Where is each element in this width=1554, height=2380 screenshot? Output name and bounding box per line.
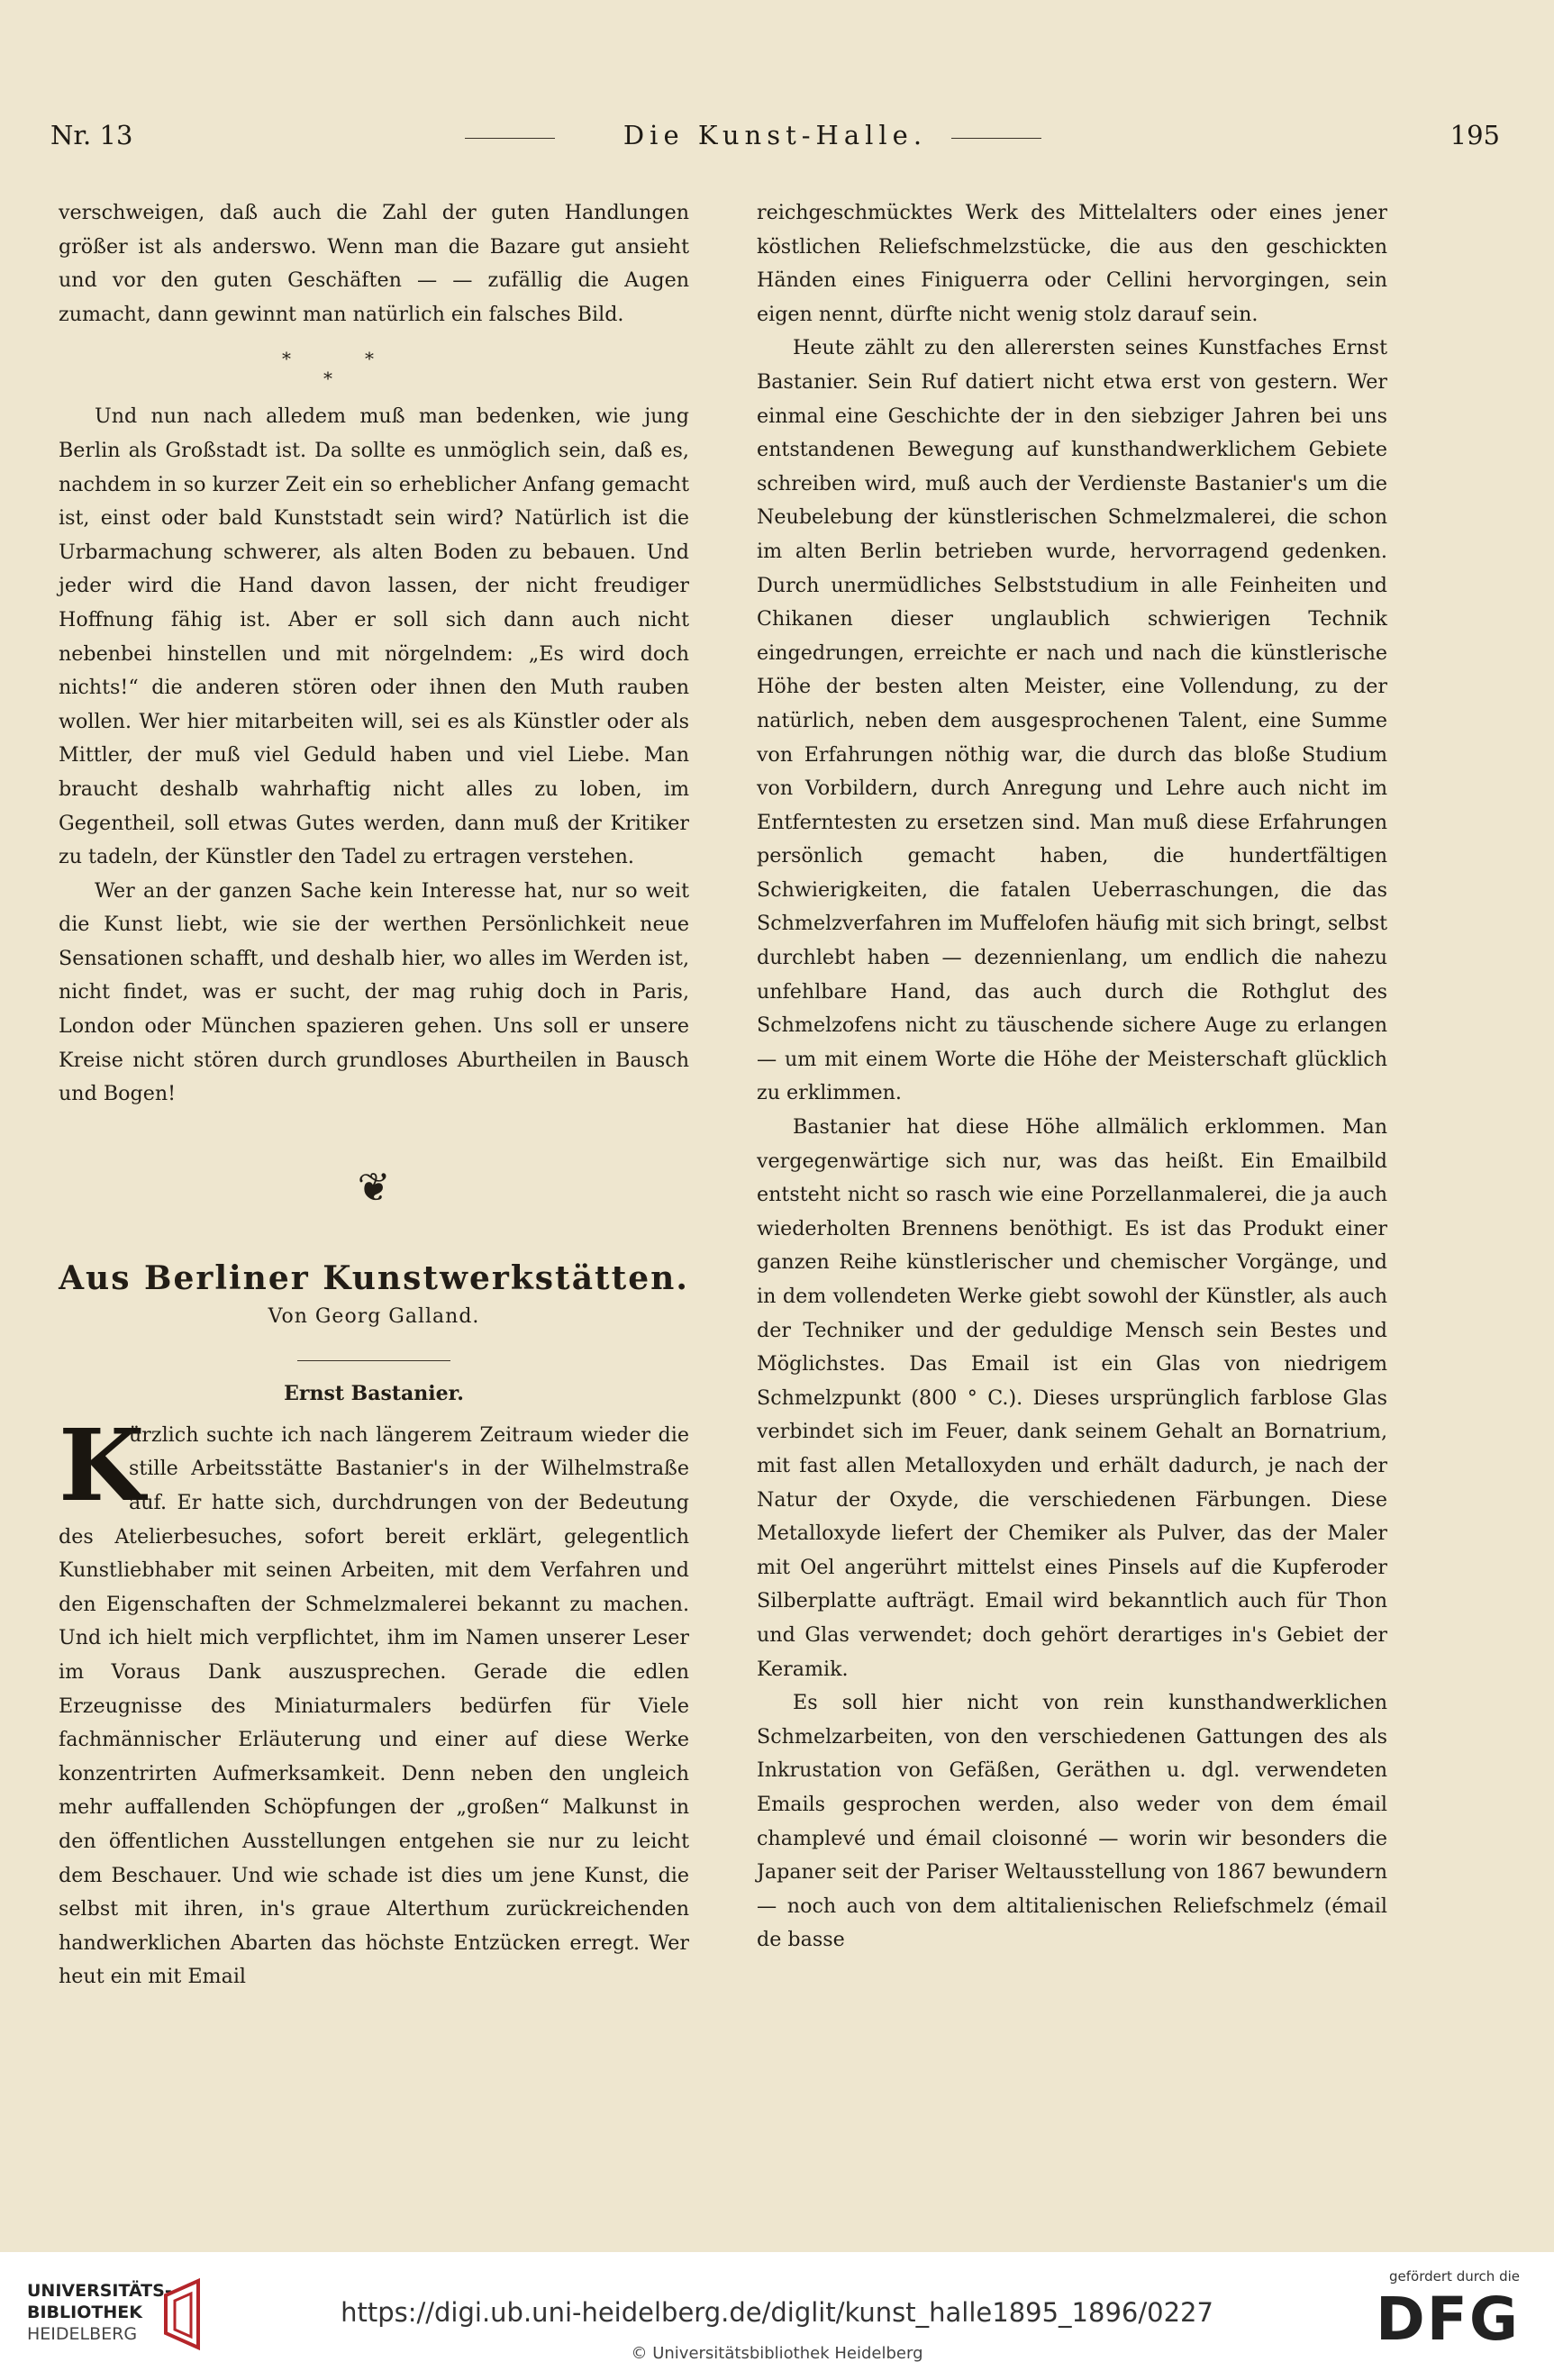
paragraph-intro: verschweigen, daß auch die Zahl der guten Handlungen größer ist als anderswo. Wenn man die Bazare gut ansieht und vor den guten Geschäften — — zufällig die Augen zumacht, dann gewinnt man natürlich ein falsches Bild. xyxy=(59,201,689,326)
library-name-line1: UNIVERSITÄTS- xyxy=(27,2281,172,2301)
permalink-url[interactable]: https://digi.ub.uni-heidelberg.de/diglit/kunst_halle1895_1896/0227 xyxy=(341,2297,1213,2328)
ornament-icon: ❦ xyxy=(357,1164,391,1211)
section-subhead: Ernst Bastanier. xyxy=(284,1381,464,1405)
star: * xyxy=(365,348,374,370)
drop-capital: K xyxy=(59,1406,145,1523)
article-title: Aus Berliner Kunstwerkstätten. xyxy=(59,1258,689,1297)
title-rule xyxy=(297,1360,450,1361)
paragraph: Und nun nach alledem muß man bedenken, wie jung Berlin als Großstadt ist. Da sollte es unmöglich sein, daß es, nachdem in so kurzer Zeit ein so erheblicher Anfang gemacht ist, einst oder bald Kunststadt sein wird? Natürlich ist die Urbarmachung schwerer, als alten Boden zu bebauen. Und jeder wird die Hand davon lassen, der nicht freudiger Hoffnung fähig ist. Aber er soll sich dann auch nicht nebenbei hinstellen und mit nörgelndem: „Es wird doch nichts!“ die anderen stören oder ihnen den Muth rauben wollen. Wer hier mitarbeiten will, sei es als Künstler oder als Mittler, der muß viel Geduld haben und viel Liebe. Man braucht deshalb wahrhaftig nicht alles zu loben, im Gegentheil, soll etwas Gutes werden, dann muß der Kritiker zu tadeln, der Künstler den Tadel zu ertragen verstehen. xyxy=(59,404,689,869)
paragraph: Wer an der ganzen Sache kein Interesse hat, nur so weit die Kunst liebt, wie sie der werthen Persönlichkeit neue Sensationen schafft, und deshalb hier, wo alles im Werden ist, nicht findet, was er sucht, der mag ruhig doch in Paris, London oder München spazieren gehen. Uns soll er unsere Kreise nicht stören durch grundloses Aburtheilen in Bausch und Bogen! xyxy=(59,878,689,1106)
paragraph: Bastanier hat diese Höhe allmälich erklommen. Man vergegenwärtige sich nur, was das heißt. Ein Emailbild entsteht nicht so rasch wie eine Porzellanmalerei, die ja auch wiederholten Brennens benöthigt. Es ist das Produkt einer ganzen Reihe künstlerischer und chemischer Vorgänge, und in dem vollendeten Werke giebt sowohl der Künstler, als auch der Techniker und der geduldige Mensch sein Bestes und Möglichstes. Das Email ist ein Glas von niedrigem Schmelzpunkt (800 ° C.). Dieses ursprünglich farblose Glas verbindet sich im Feuer, dank seinem Gehalt an Bornatrium, mit fast allen Metalloxyden und erhält dadurch, je nach der Natur der Oxyde, die verschiedenen Färbungen. Diese Metalloxyde liefert der Chemiker als Pulver, das der Maler mit Oel angerührt mittelst eines Pinsels auf die Kupferoder Silberplatte aufträgt. Email wird bekanntlich auch für Thon und Glas verwendet; doch gehört derartiges in's Gebiet der Keramik. xyxy=(757,1115,1387,1681)
star: * xyxy=(323,368,332,390)
running-header xyxy=(50,113,1500,158)
viewer-footer xyxy=(0,2252,1554,2380)
paragraph: reichgeschmücktes Werk des Mittelalters oder eines jener köstlichen Reliefschmelzstücke, die aus den geschickten Händen eines Finiguerra oder Cellini hervorgingen, sein eigen nennt, dürfte nicht wenig stolz darauf sein. xyxy=(757,201,1387,326)
header-rule-right xyxy=(951,138,1041,139)
section-separator xyxy=(59,332,689,400)
library-name-line2: BIBLIOTHEK xyxy=(27,2303,142,2322)
funded-by-label: gefördert durch die xyxy=(1389,2268,1520,2285)
copyright-notice: © Universitätsbibliothek Heidelberg xyxy=(631,2344,923,2363)
dfg-logo[interactable] xyxy=(1375,2268,1520,2354)
library-name-line3: HEIDELBERG xyxy=(27,2324,138,2344)
page-number: 195 xyxy=(1449,120,1500,150)
issue-number: Nr. 13 xyxy=(50,120,133,150)
paragraph-dropcap xyxy=(59,1406,689,1994)
article-byline: Von Georg Galland. xyxy=(268,1304,480,1328)
star: * xyxy=(282,348,291,370)
left-column xyxy=(59,196,689,1994)
right-column xyxy=(757,196,1387,1958)
paragraph: Es soll hier nicht von rein kunsthandwerklichen Schmelzarbeiten, von den verschiedenen Gattungen des als Inkrustation von Gefäßen, Geräthen u. dgl. verwendeten Emails gesprochen werden, also weder von dem émail champlevé und émail cloisonné — worin wir besonders die Japaner seit der Pariser Weltausstellung von 1867 bewundern — noch auch von dem altitalienischen Reliefschmelz (émail de basse xyxy=(757,1691,1387,1952)
dfg-wordmark: DFG xyxy=(1375,2285,1520,2354)
paragraph-text: ürzlich suchte ich nach längerem Zeitraum wieder die stille Arbeitsstätte Bastanier's in der Wilhelmstraße auf. Er hatte sich, durchdrungen von der Bedeutung des Atelierbesuches, sofort bereit erklärt, gelegentlich Kunstliebhaber mit seinen Arbeiten, mit dem Verfahren und den Eigenschaften der Schmelzmalerei bekannt zu machen. Und ich hielt mich verpflichtet, ihm im Namen unserer Leser im Voraus Dank auszusprechen. Gerade die edlen Erzeugnisse des Miniaturmalers bedürfen für Viele fachmännischer Erläuterung und einer auf diese Werke konzentrirten Aufmerksamkeit. Denn neben den ungleich mehr auffallenden Schöpfungen der „großen“ Malkunst in den öffentlichen Ausstellungen entgehen sie nur zu leicht dem Beschauer. Und wie schade ist dies um jene Kunst, die selbst mit ihren, in's graue Alterthum zurückreichenden handwerklichen Abarten das höchste Entzücken erregt. Wer heut ein mit Email xyxy=(59,1422,689,1989)
journal-title: Die Kunst-Halle. xyxy=(623,120,928,150)
paragraph: Heute zählt zu den allerersten seines Kunstfaches Ernst Bastanier. Sein Ruf datiert nicht etwa erst von gestern. Wer einmal eine Geschichte der in den siebziger Jahren bei uns entstandenen Bewegung auf kunsthandwerklichem Gebiete schreiben wird, muß auch der Verdienste Bastanier's um die Neubelebung der künstlerischen Schmelzmalerei, die schon im alten Berlin betrieben wurde, hervorragend gedenken. Durch unermüdliches Selbststudium in alle Feinheiten und Chikanen dieser unglaublich schwierigen Technik eingedrungen, erreichte er nach und nach die künstlerische Höhe der besten alten Meister, eine Vollendung, zu der natürlich, neben dem ausgesprochenen Talent, eine Summe von Erfahrungen nöthig war, die durch das bloße Studium von Vorbildern, durch Anregung und Lehre auch nicht im Entferntesten zu ersetzen sind. Man muß diese Erfahrungen persönlich gemacht haben, die hundertfältigen Schwierigkeiten, die fatalen Ueberraschungen, die das Schmelzverfahren im Muffelofen häufig mit sich bringt, selbst durchlebt haben — dezennienlang, um endlich die nahezu unfehlbare Hand, das auch durch die Rothglut des Schmelzofens nicht zu täuschende sichere Auge zu erlangen — um mit einem Worte die Höhe der Meisterschaft glücklich zu erklimmen. xyxy=(757,336,1387,1105)
